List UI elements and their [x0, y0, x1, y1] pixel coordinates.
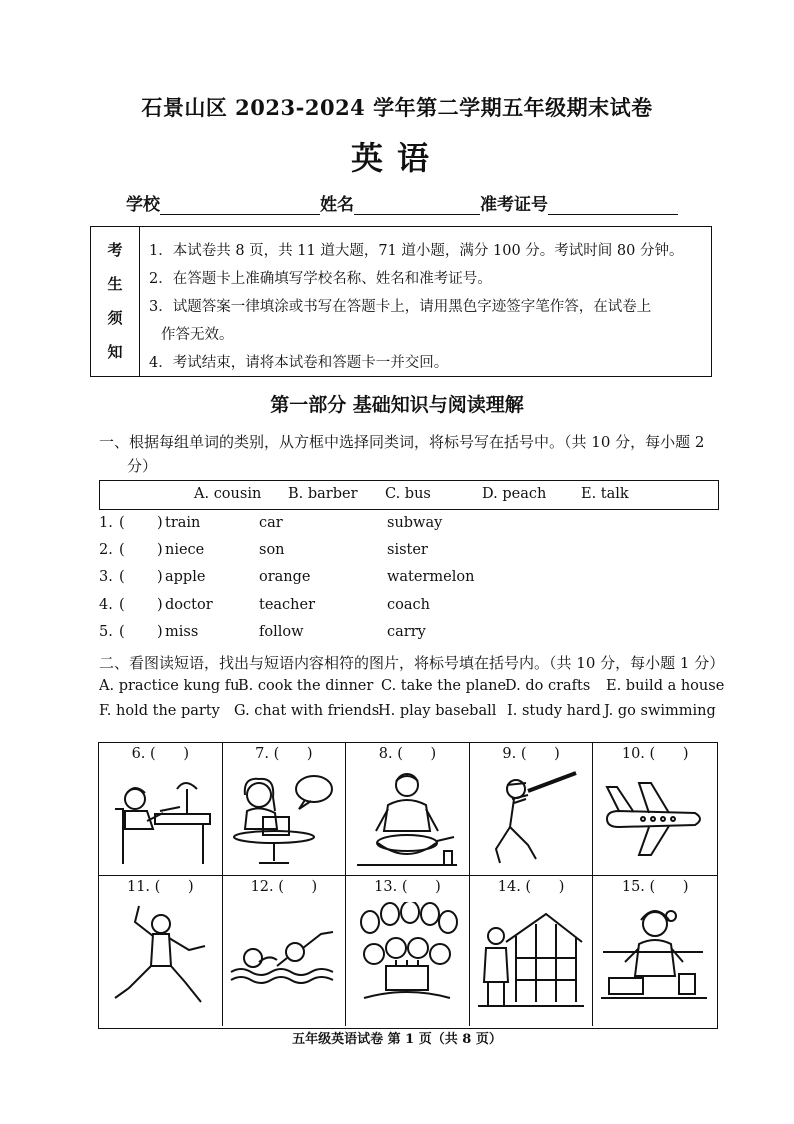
word-3: sister — [387, 542, 428, 558]
question-number: 2. — [99, 542, 113, 558]
picture-cell-6 — [99, 743, 223, 876]
notice-side-char: 生 — [107, 275, 123, 293]
section1-instruction-cont: 分） — [127, 457, 158, 475]
section2-instruction: 二、看图读短语，找出与短语内容相符的图片，将标号填在括号内。（共 10 分，每小题 1 分） — [99, 654, 725, 672]
page-footer: 五年级英语试卷 第 1 页（共 8 页） — [292, 1032, 502, 1047]
cooking-man-icon — [352, 769, 462, 869]
question-number: 3. — [99, 569, 113, 585]
word-1: train — [165, 515, 201, 531]
notice-item: 3．试题答案一律填涂或书写在答题卡上，请用黑色字迹签字笔作答，在试卷上 — [149, 299, 652, 315]
picture-label[interactable]: 10. ( ) — [621, 746, 689, 762]
picture-label[interactable]: 13. ( ) — [374, 879, 441, 895]
picture-label[interactable]: 9. ( ) — [502, 746, 560, 762]
picture-cell-8 — [346, 743, 470, 876]
word-2: car — [259, 515, 283, 531]
school-blank[interactable] — [160, 196, 320, 215]
notice-item: 2．在答题卡上准确填写学校名称、姓名和准考证号。 — [149, 271, 492, 287]
notice-side-char: 须 — [107, 309, 123, 327]
phrase-option: B. cook the dinner — [238, 678, 374, 694]
word-1: apple — [165, 569, 206, 585]
school-label: 学校 — [126, 195, 160, 215]
word-1: miss — [165, 624, 199, 640]
phrase-option: E. build a house — [606, 678, 725, 694]
airplane-icon — [599, 769, 709, 869]
word-2: teacher — [259, 597, 316, 613]
picture-grid — [98, 742, 718, 1029]
option-item: A. cousin — [194, 486, 262, 502]
answer-paren-open[interactable]: ( — [119, 515, 125, 531]
student-info-line — [126, 190, 678, 215]
phrase-option: D. do crafts — [505, 678, 591, 694]
section1-options-box — [99, 480, 719, 510]
picture-label[interactable]: 14. ( ) — [497, 879, 565, 895]
swimming-kids-icon — [229, 902, 339, 1014]
phrase-option: C. take the plane — [381, 678, 507, 694]
picture-label[interactable]: 6. ( ) — [131, 746, 189, 762]
picture-cell-14 — [470, 876, 594, 1026]
exam-notice-box — [90, 226, 712, 377]
answer-paren-close: ) — [157, 569, 163, 585]
section1-instruction: 一、根据每组单词的类别，从方框中选择同类词，将标号写在括号中。（共 10 分，每小题 2 — [99, 433, 705, 451]
word-2: orange — [259, 569, 311, 585]
answer-paren-close: ) — [157, 624, 163, 640]
picture-cell-13 — [346, 876, 470, 1026]
option-item: D. peach — [482, 486, 547, 502]
question-number: 1. — [99, 515, 113, 531]
picture-label[interactable]: 12. ( ) — [250, 879, 318, 895]
word-2: follow — [259, 624, 304, 640]
answer-paren-open[interactable]: ( — [119, 624, 125, 640]
answer-paren-close: ) — [157, 542, 163, 558]
id-blank[interactable] — [548, 196, 678, 215]
word-3: subway — [387, 515, 443, 531]
phrase-option: J. go swimming — [604, 703, 716, 719]
picture-cell-11 — [99, 876, 223, 1026]
kung-fu-man-icon — [105, 902, 215, 1014]
baseball-player-icon — [476, 769, 586, 869]
picture-cell-10 — [593, 743, 717, 876]
birthday-party-icon — [352, 902, 462, 1014]
exam-title: 石景山区 2023-2024 学年第二学期五年级期末试卷 — [141, 95, 653, 120]
id-label: 准考证号 — [480, 195, 548, 215]
picture-cell-12 — [223, 876, 347, 1026]
building-house-icon — [476, 902, 586, 1014]
picture-cell-9 — [470, 743, 594, 876]
word-3: carry — [387, 624, 426, 640]
section2-options-row2 — [99, 703, 719, 723]
question-number: 5. — [99, 624, 113, 640]
phrase-option: H. play baseball — [378, 703, 497, 719]
chatting-girl-icon — [229, 769, 339, 869]
part-one-title: 第一部分 基础知识与阅读理解 — [270, 394, 524, 416]
phrase-option: F. hold the party — [99, 703, 220, 719]
answer-paren-close: ) — [157, 597, 163, 613]
option-item: C. bus — [385, 486, 431, 502]
notice-item: 1．本试卷共 8 页，共 11 道大题，71 道小题，满分 100 分。考试时间 80 分钟。 — [149, 243, 684, 259]
picture-label[interactable]: 15. ( ) — [621, 879, 689, 895]
notice-item: 作答无效。 — [161, 327, 234, 343]
option-item: E. talk — [581, 486, 629, 502]
phrase-option: G. chat with friends — [234, 703, 380, 719]
notice-side-char: 考 — [107, 241, 123, 259]
notice-side-char: 知 — [107, 343, 123, 361]
name-blank[interactable] — [354, 196, 480, 215]
crafting-girl-icon — [599, 902, 709, 1014]
question-number: 4. — [99, 597, 113, 613]
phrase-option: A. practice kung fu — [99, 678, 240, 694]
picture-label[interactable]: 8. ( ) — [378, 746, 437, 762]
word-3: coach — [387, 597, 430, 613]
section2-options-row1 — [99, 678, 725, 698]
picture-cell-7 — [223, 743, 347, 876]
answer-paren-open[interactable]: ( — [119, 597, 125, 613]
notice-side-label — [91, 227, 140, 376]
name-label: 姓名 — [320, 195, 354, 215]
subject-title: 英语 — [350, 139, 443, 177]
notice-items — [149, 237, 705, 377]
picture-cell-15 — [593, 876, 717, 1026]
word-3: watermelon — [387, 569, 475, 585]
word-1: niece — [165, 542, 205, 558]
answer-paren-open[interactable]: ( — [119, 569, 125, 585]
picture-label[interactable]: 7. ( ) — [255, 746, 313, 762]
phrase-option: I. study hard — [507, 703, 601, 719]
picture-label[interactable]: 11. ( ) — [126, 879, 194, 895]
notice-item: 4．考试结束，请将本试卷和答题卡一并交回。 — [149, 355, 449, 371]
option-item: B. barber — [288, 486, 358, 502]
studying-student-icon — [105, 769, 215, 869]
word-1: doctor — [165, 597, 213, 613]
word-2: son — [259, 542, 285, 558]
answer-paren-close: ) — [157, 515, 163, 531]
answer-paren-open[interactable]: ( — [119, 542, 125, 558]
